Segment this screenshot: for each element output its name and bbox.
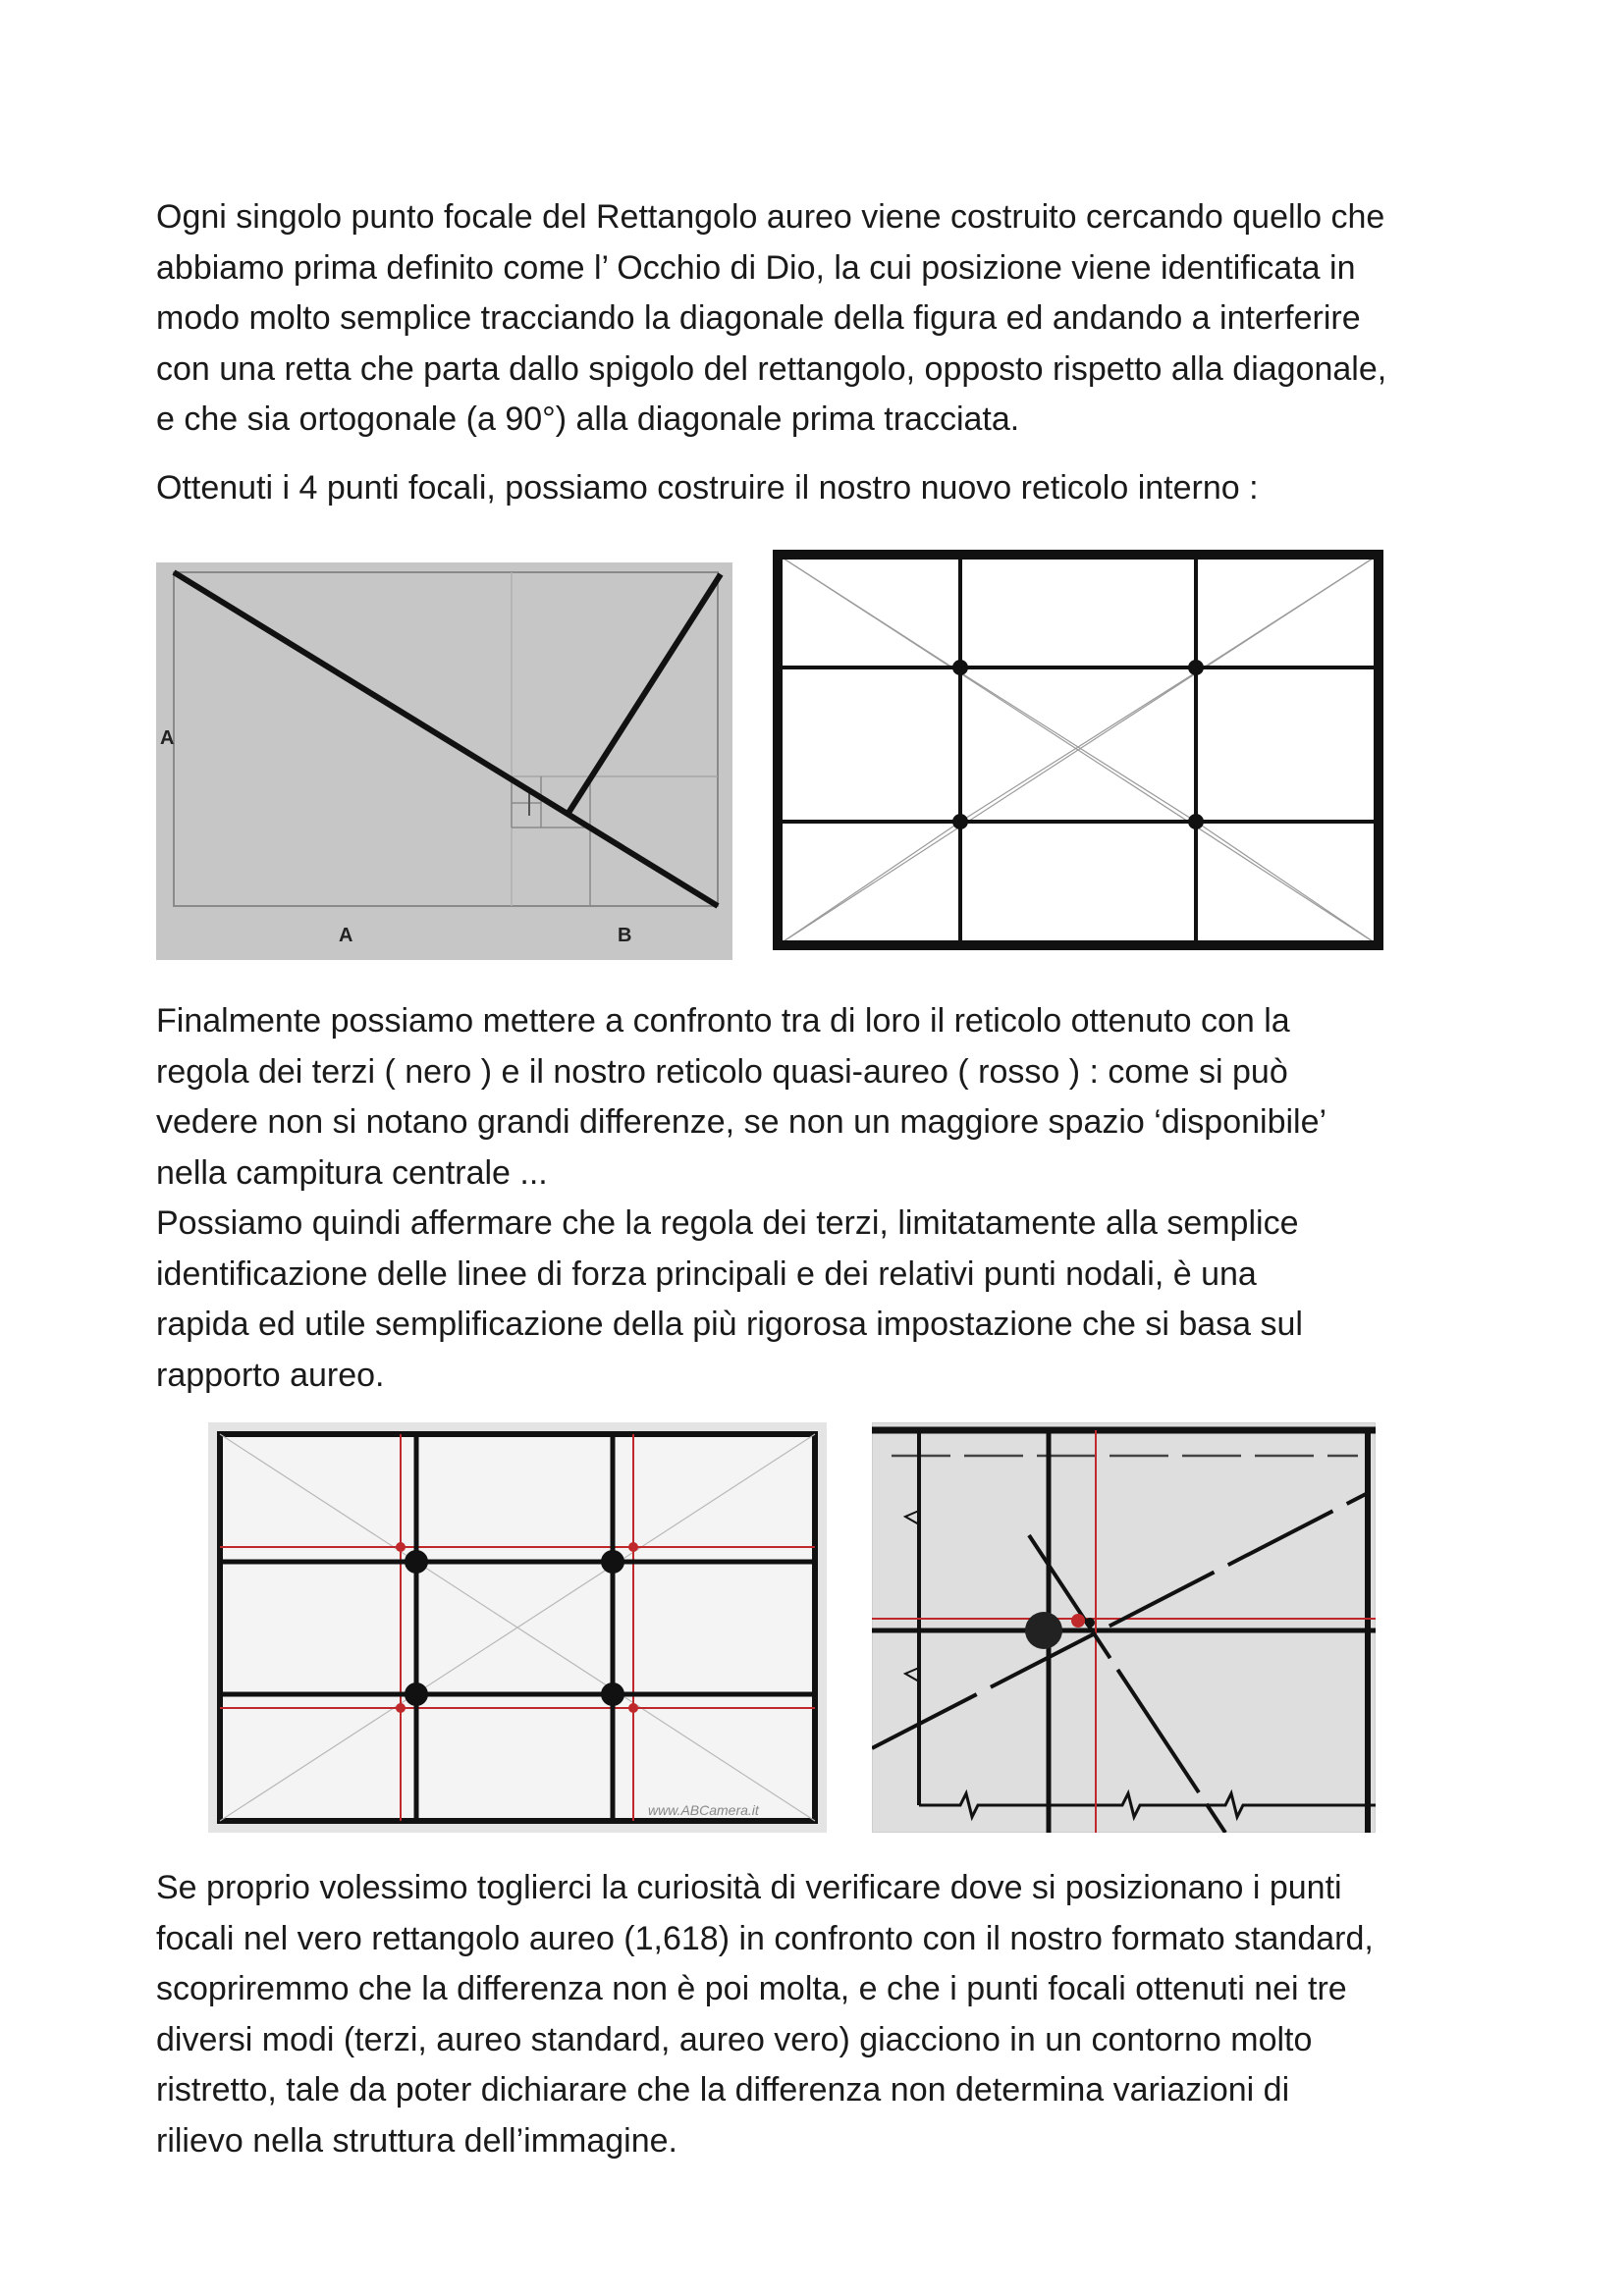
focal-grid-figure xyxy=(768,545,1388,955)
label-side-a: A xyxy=(160,727,175,749)
text-line: nella campitura centrale ... xyxy=(156,1153,548,1192)
text-line: vedere non si notano grandi differenze, se non un maggiore spazio ‘disponibile’ xyxy=(156,1103,1327,1141)
text-line: rapporto aureo. xyxy=(156,1356,385,1394)
text-line: regola dei terzi ( nero ) e il nostro reticolo quasi-aureo ( rosso ) : come si può xyxy=(156,1052,1288,1091)
paragraph-1 xyxy=(156,192,1491,446)
golden-rectangle-figure xyxy=(156,562,732,960)
label-bottom-b: B xyxy=(618,925,632,946)
comparison-grid-figure xyxy=(208,1422,827,1833)
text-line: Ogni singolo punto focale del Rettangolo aureo viene costruito cercando quello che xyxy=(156,198,1385,236)
paragraph-2 xyxy=(156,463,1491,514)
paragraph-3 xyxy=(156,996,1491,1401)
paragraph-4 xyxy=(156,1863,1491,2166)
text-line: identificazione delle linee di forza principali e dei relativi punti nodali, è una xyxy=(156,1255,1257,1293)
text-line: focali nel vero rettangolo aureo (1,618) in confronto con il nostro formato standard, xyxy=(156,1919,1374,1957)
text-line: rapida ed utile semplificazione della più rigorosa impostazione che si basa sul xyxy=(156,1306,1303,1343)
detail-grid-figure xyxy=(872,1422,1376,1833)
text-line: e che sia ortogonale (a 90°) alla diagonale prima tracciata. xyxy=(156,400,1020,438)
text-line: Finalmente possiamo mettere a confronto tra di loro il reticolo ottenuto con la xyxy=(156,1002,1290,1040)
text-line: rilievo nella struttura dell’immagine. xyxy=(156,2121,678,2160)
text-line: Se proprio volessimo toglierci la curiosità di verificare dove si posizionano i punti xyxy=(156,1869,1342,1906)
text-line: modo molto semplice tracciando la diagonale della figura ed andando a interferire xyxy=(156,299,1361,337)
watermark-text: www.ABCamera.it xyxy=(648,1802,759,1818)
label-bottom-a: A xyxy=(339,925,353,946)
text-line: con una retta che parta dallo spigolo del rettangolo, opposto rispetto alla diagonale, xyxy=(156,349,1387,388)
text-line: ristretto, tale da poter dichiarare che la differenza non determina variazioni di xyxy=(156,2071,1290,2109)
text-line: abbiamo prima definito come l’ Occhio di Dio, la cui posizione viene identificata in xyxy=(156,248,1356,287)
text-line: Possiamo quindi affermare che la regola dei terzi, limitatamente alla semplice xyxy=(156,1204,1299,1242)
text-line: diversi modi (terzi, aureo standard, aureo vero) giacciono in un contorno molto xyxy=(156,2020,1313,2058)
text-line: scopriremmo che la differenza non è poi molta, e che i punti focali ottenuti nei tre xyxy=(156,1970,1347,2007)
text-line: Ottenuti i 4 punti focali, possiamo costruire il nostro nuovo reticolo interno : xyxy=(156,469,1259,507)
